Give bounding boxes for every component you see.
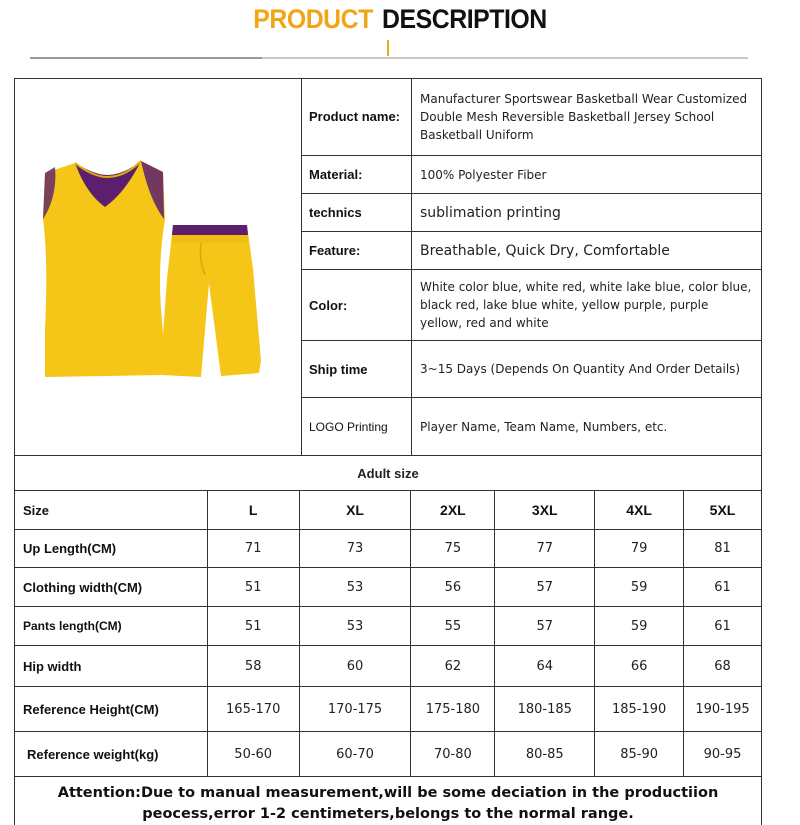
product-info-box: [14, 78, 762, 456]
table-cell: 71: [207, 530, 299, 568]
table-cell: 190-195: [684, 687, 762, 732]
spec-label: Feature:: [302, 232, 412, 269]
table-cell: 51: [207, 607, 299, 646]
spec-value: Manufacturer Sportswear Basketball Wear Customized Double Mesh Reversible Basketball Jersey School Basketball Uniform: [420, 92, 748, 142]
table-cell: 59: [595, 568, 684, 607]
jersey-icon: [43, 161, 165, 377]
spec-value: sublimation printing: [420, 204, 561, 221]
table-cell: 79: [595, 530, 684, 568]
spec-label: Color:: [302, 270, 412, 340]
table-cell: 53: [299, 607, 411, 646]
product-image-cell: [15, 79, 302, 456]
title-part-product: PRODUCT: [253, 4, 373, 34]
table-cell: 68: [684, 646, 762, 687]
table-cell: 57: [495, 568, 595, 607]
measurement-note: Attention:Due to manual measurement,will be some deciation in the productiion peocess,error 1-2 centimeters,belongs to the normal range.: [15, 777, 762, 825]
spec-value: 100% Polyester Fiber: [420, 167, 547, 182]
table-cell: 90-95: [684, 732, 762, 777]
table-cell: 58: [207, 646, 299, 687]
header-cell: Size: [15, 491, 208, 530]
size-table: [14, 455, 762, 825]
header-cell: XL: [299, 491, 411, 530]
basketball-uniform-image: [15, 79, 302, 456]
table-note-row: [15, 777, 762, 825]
row-label: Reference Height(CM): [15, 687, 208, 732]
spec-row-feature: [302, 232, 762, 270]
table-cell: 80-85: [495, 732, 595, 777]
table-cell: 60-70: [299, 732, 411, 777]
spec-label: Material:: [302, 156, 412, 193]
table-cell: 64: [495, 646, 595, 687]
row-label: Reference weight(kg): [15, 732, 208, 777]
header-cell: 3XL: [495, 491, 595, 530]
row-label: Up Length(CM): [15, 530, 208, 568]
table-cell: 62: [411, 646, 495, 687]
table-row: [15, 607, 762, 646]
table-cell: 175-180: [411, 687, 495, 732]
table-row: [15, 568, 762, 607]
table-caption: Adult size: [15, 456, 762, 491]
table-cell: 59: [595, 607, 684, 646]
table-cell: 70-80: [411, 732, 495, 777]
spec-value: White color blue, white red, white lake blue, color blue, black red, lake blue white, yellow purple, purple yellow, red and white: [420, 280, 752, 330]
header-cell: 4XL: [595, 491, 684, 530]
row-label: Clothing width(CM): [15, 568, 208, 607]
table-cell: 50-60: [207, 732, 299, 777]
header-divider-accent: [30, 57, 262, 59]
table-cell: 61: [684, 607, 762, 646]
table-cell: 66: [595, 646, 684, 687]
table-cell: 53: [299, 568, 411, 607]
table-caption-row: [15, 456, 762, 491]
table-cell: 81: [684, 530, 762, 568]
table-cell: 73: [299, 530, 411, 568]
table-cell: 165-170: [207, 687, 299, 732]
spec-label: technics: [302, 194, 412, 231]
table-cell: 51: [207, 568, 299, 607]
spec-value: Player Name, Team Name, Numbers, etc.: [420, 420, 668, 434]
shorts-icon: [161, 225, 261, 377]
spec-label: Ship time: [302, 341, 412, 397]
header-cell: 2XL: [411, 491, 495, 530]
spec-row-product-name: [302, 79, 762, 156]
table-cell: 55: [411, 607, 495, 646]
table-cell: 77: [495, 530, 595, 568]
table-row: [15, 732, 762, 777]
title-part-description: DESCRIPTION: [382, 4, 547, 34]
row-label: Pants length(CM): [15, 607, 208, 646]
table-cell: 75: [411, 530, 495, 568]
spec-row-technics: [302, 194, 762, 232]
header-cell: 5XL: [684, 491, 762, 530]
table-header-row: [15, 491, 762, 530]
page-title: [32, 4, 768, 35]
spec-row-logo-printing: [302, 398, 762, 456]
spec-value: Breathable, Quick Dry, Comfortable: [420, 242, 670, 259]
table-row: [15, 646, 762, 687]
spec-label: Product name:: [302, 79, 412, 155]
table-row: [15, 530, 762, 568]
header-cell: L: [207, 491, 299, 530]
header-tick: [387, 40, 389, 56]
spec-row-material: [302, 156, 762, 194]
spec-label: LOGO Printing: [302, 398, 412, 456]
spec-row-color: [302, 270, 762, 341]
spec-value: 3~15 Days (Depends On Quantity And Order Details): [420, 362, 741, 376]
table-cell: 56: [411, 568, 495, 607]
row-label: Hip width: [15, 646, 208, 687]
spec-row-ship-time: [302, 341, 762, 398]
table-cell: 61: [684, 568, 762, 607]
table-cell: 85-90: [595, 732, 684, 777]
table-cell: 57: [495, 607, 595, 646]
section-header: [0, 0, 800, 60]
table-row: [15, 687, 762, 732]
table-cell: 180-185: [495, 687, 595, 732]
table-cell: 185-190: [595, 687, 684, 732]
table-cell: 170-175: [299, 687, 411, 732]
table-cell: 60: [299, 646, 411, 687]
